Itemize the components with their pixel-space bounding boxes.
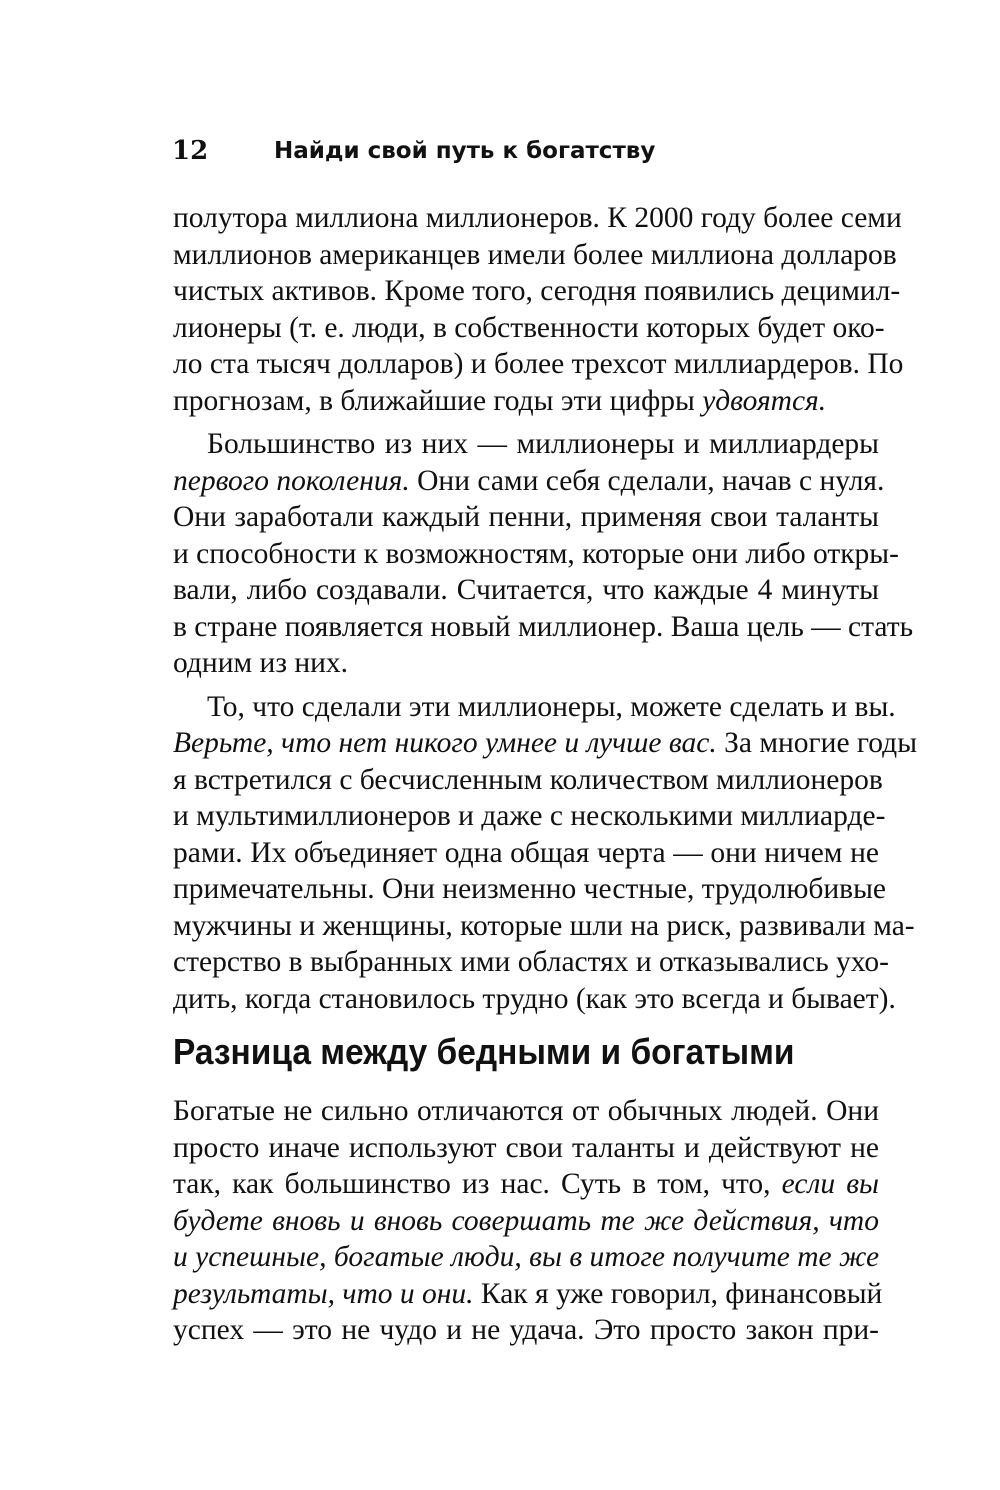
text-line: дить, когда становилось трудно (как это всегда и бывает).: [173, 982, 896, 1015]
emphasis-line: будете вновь и вновь совершать те же действия, что: [173, 1204, 879, 1237]
text-line: успех — это не чудо и не удача. Это просто закон при-: [173, 1314, 879, 1346]
text-line: То, что сделали эти миллионеры, можете сделать и вы.: [207, 690, 896, 723]
text-line: [173, 383, 879, 420]
emphasis-text: Верьте, что нет никого умнее и лучше вас.: [173, 727, 717, 759]
text-run: Как я уже говорил, финансовый: [473, 1277, 883, 1310]
text-line: [173, 725, 918, 762]
text-run: прогнозам, в ближайшие годы эти цифры: [173, 384, 703, 417]
text-line: полутора миллиона миллионеров. К 2000 году более семи: [173, 202, 902, 234]
text-line: одним из них.: [173, 647, 349, 679]
text-line: лионеры (т. е. люди, в собственности которых будет око-: [173, 311, 885, 344]
emphasis-text: результаты, что и они.: [173, 1277, 474, 1310]
text-line: я встретился с бесчисленным количеством миллионеров: [173, 763, 883, 796]
paragraph: [173, 1093, 883, 1349]
text-line: стерство в выбранных ими областях и отказывались ухо-: [173, 946, 889, 978]
section-heading: Разница между бедными и богатыми: [173, 1031, 795, 1072]
text-line: и мультимиллионеров и даже с несколькими миллиарде-: [173, 800, 886, 832]
text-line: [173, 1166, 879, 1203]
text-line: в стране появляется новый миллионер. Ваша цель — стать: [173, 610, 914, 643]
text-line: Они заработали каждый пенни, применяя свои таланты: [173, 501, 879, 533]
text-run: так, как большинство из нас. Суть в том, что,: [173, 1168, 782, 1200]
emphasis-text: первого поколения.: [173, 464, 410, 497]
running-title: Найди свой путь к богатству: [274, 138, 656, 164]
emphasis-text: удвоятся.: [702, 384, 827, 417]
text-run: За многие годы: [716, 727, 918, 759]
text-line: примечательны. Они неизменно честные, трудолюбивые: [173, 873, 887, 905]
paragraph: [173, 426, 914, 682]
text-line: вали, либо создавали. Считается, что каждые 4 минуты: [173, 574, 879, 606]
text-line: и способности к возможностям, которые они либо откры-: [173, 537, 899, 570]
text-line: миллионов американцев имели более миллиона долларов: [173, 238, 897, 271]
body-text-bottom: [173, 1093, 883, 1349]
text-line: Большинство из них — миллионеры и миллиардеры: [207, 428, 879, 460]
paragraph: [173, 200, 904, 419]
paragraph: [173, 689, 918, 1018]
running-head: [172, 131, 892, 171]
emphasis-text: если вы: [781, 1168, 879, 1200]
text-line: просто иначе используют свои таланты и действуют не: [173, 1131, 879, 1164]
text-line: [173, 463, 885, 500]
text-line: ло ста тысяч долларов) и более трехсот миллиардеров. По: [173, 348, 904, 380]
page-number: 12: [172, 136, 209, 166]
text-line: рами. Их объединяет одна общая черта — они ничем не: [173, 836, 879, 869]
emphasis-line: и успешные, богатые люди, вы в итоге получите те же: [173, 1241, 880, 1273]
text-line: мужчины и женщины, которые шли на риск, развивали ма-: [173, 909, 915, 942]
text-line: Богатые не сильно отличаются от обычных людей. Они: [173, 1095, 879, 1127]
text-line: чистых активов. Кроме того, сегодня появились децимил-: [173, 275, 901, 307]
text-line: [173, 1276, 883, 1313]
body-text-top: [173, 200, 918, 1017]
text-run: Они сами себя сделали, начав с нуля.: [409, 464, 885, 497]
